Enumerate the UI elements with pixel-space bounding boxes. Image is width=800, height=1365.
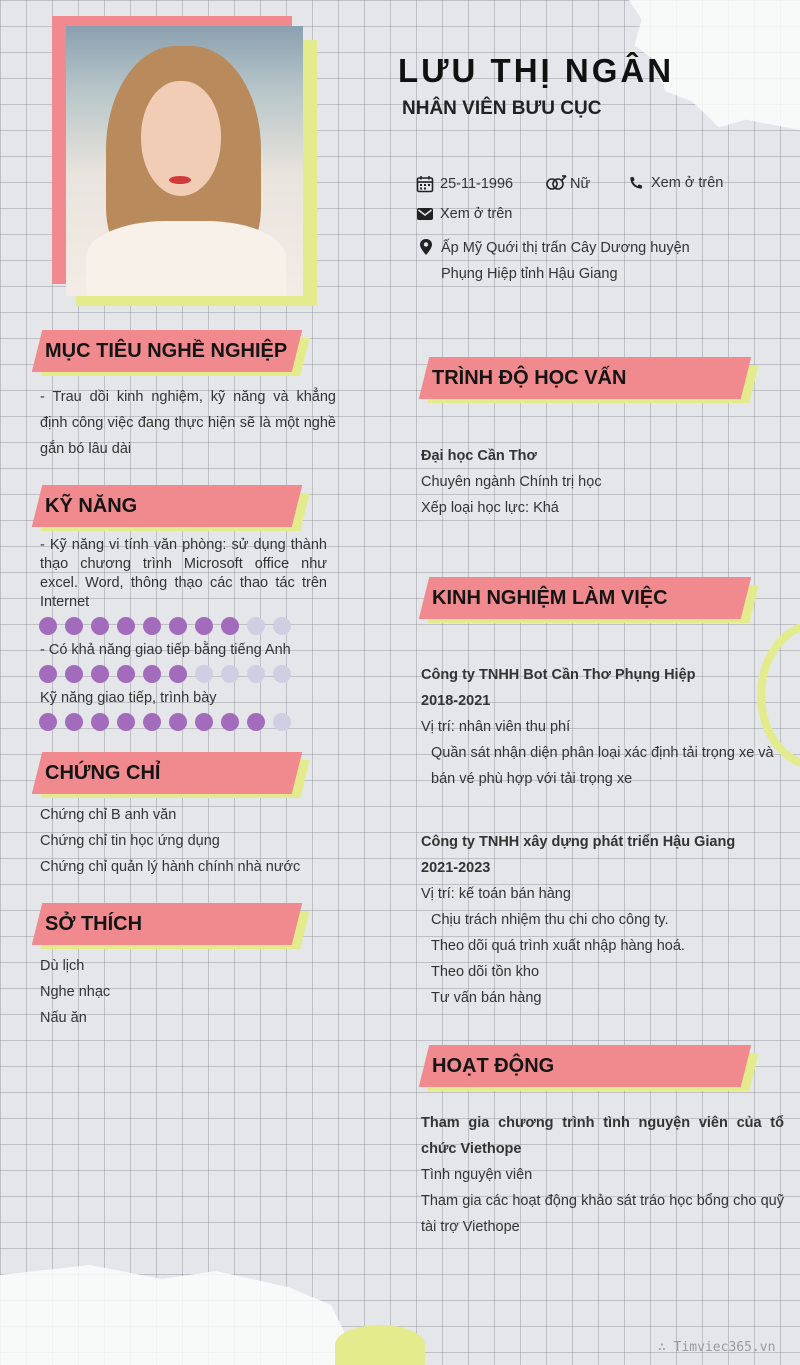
- skill-dot-empty: [247, 665, 265, 683]
- school-name: Đại học Cần Thơ: [421, 448, 537, 464]
- experience-heading: KINH NGHIỆM LÀM VIỆC: [424, 577, 746, 619]
- skill-dot-filled: [221, 617, 239, 635]
- map-pin-icon: [418, 238, 434, 256]
- skill-dot-filled: [195, 713, 213, 731]
- decor-blob: [335, 1325, 425, 1365]
- certificates-heading: CHỨNG CHỈ: [37, 752, 297, 794]
- hobbies-list: [40, 953, 110, 1031]
- objective-text: - Trau dồi kinh nghiệm, kỹ năng và khẳng định công việc đang thực hiện sẽ là một nghề gắn bó lâu dài: [40, 389, 336, 457]
- skill-dot-filled: [117, 713, 135, 731]
- email-row: Xem ở trên: [416, 205, 512, 223]
- skill-dot-empty: [273, 665, 291, 683]
- watermark: ∴ Timviec365.vn: [658, 1340, 776, 1355]
- skill-dot-empty: [221, 665, 239, 683]
- skill-dot-filled: [143, 713, 161, 731]
- skill-dot-filled: [143, 665, 161, 683]
- activities-heading: HOẠT ĐỘNG: [424, 1045, 746, 1087]
- certificates-list: [40, 802, 300, 880]
- skill-dot-filled: [39, 665, 57, 683]
- hobby-item: Nghe nhạc: [40, 984, 111, 1000]
- company-name: Công ty TNHH xây dựng phát triển Hậu Giang: [421, 834, 736, 850]
- skill-rating-2: [39, 665, 291, 683]
- job-task: Tư vấn bán hàng: [431, 990, 542, 1006]
- gender-icon: [545, 175, 567, 193]
- skill-dot-empty: [273, 713, 291, 731]
- experience-job-2: [421, 829, 786, 1011]
- watermark-glyph: ∴: [658, 1340, 674, 1355]
- skill-text-3: Kỹ năng giao tiếp, trình bày: [40, 690, 217, 706]
- skill-dot-filled: [247, 713, 265, 731]
- skill-dot-filled: [65, 665, 83, 683]
- activity-role: Tình nguyện viên: [421, 1167, 533, 1183]
- experience-job-1: [421, 662, 786, 792]
- skill-rating-1: [39, 617, 291, 635]
- skill-dot-empty: [195, 665, 213, 683]
- skill-dot-filled: [169, 617, 187, 635]
- job-position: Vị trí: kế toán bán hàng: [421, 886, 571, 902]
- job-task: bán vé phù hợp với tải trọng xe: [431, 771, 633, 787]
- education-heading: TRÌNH ĐỘ HỌC VẤN: [424, 357, 746, 399]
- mail-icon: [416, 205, 434, 223]
- activity-name: Tham gia chương trình tình nguyện viên của tổ chức Viethope: [421, 1115, 784, 1157]
- skill-dot-filled: [169, 713, 187, 731]
- hobby-item: Nấu ăn: [40, 1010, 87, 1026]
- skill-text-1: - Kỹ năng vi tính văn phòng: sử dụng thành thạo chương trình Microsoft office như excel. Word, thông thạo các thao tác trên Internet: [40, 537, 327, 610]
- phone-icon: [628, 176, 643, 191]
- skill-text-2: - Có khả năng giao tiếp bằng tiếng Anh: [40, 642, 291, 658]
- job-task: Theo dõi tồn kho: [431, 964, 540, 980]
- skill-dot-filled: [91, 713, 109, 731]
- hobbies-heading: SỞ THÍCH: [37, 903, 297, 945]
- gender-row: Nữ: [545, 175, 590, 193]
- job-title: NHÂN VIÊN BƯU CỤC: [402, 98, 602, 119]
- objective-heading: MỤC TIÊU NGHỀ NGHIỆP: [37, 330, 297, 372]
- skill-dot-filled: [91, 617, 109, 635]
- company-name: Công ty TNHH Bot Cần Thơ Phụng Hiệp: [421, 667, 696, 683]
- skill-rating-3: [39, 713, 291, 731]
- skill-dot-filled: [65, 713, 83, 731]
- grade: Xếp loại học lực: Khá: [421, 500, 559, 516]
- activities-block: [421, 1110, 784, 1240]
- job-period: 2021-2023: [421, 860, 491, 876]
- skill-dot-filled: [221, 713, 239, 731]
- hobby-item: Dù lịch: [40, 958, 85, 974]
- skills-heading: KỸ NĂNG: [37, 485, 297, 527]
- skill-dot-filled: [117, 665, 135, 683]
- job-task: Quần sát nhận diện phân loại xác định tải trọng xe và: [431, 745, 774, 761]
- skill-dot-filled: [143, 617, 161, 635]
- activity-desc: Tham gia các hoạt động khảo sát tráo học bổng cho quỹ tài trợ Viethope: [421, 1193, 784, 1235]
- job-position: Vị trí: nhân viên thu phí: [421, 719, 571, 735]
- job-task: Chịu trách nhiệm thu chi cho công ty.: [431, 912, 669, 928]
- skill-dot-filled: [195, 617, 213, 635]
- skill-dot-filled: [39, 617, 57, 635]
- skill-dot-filled: [117, 617, 135, 635]
- skill-dot-filled: [39, 713, 57, 731]
- profile-photo-frame: [52, 16, 317, 306]
- birthday-row: 25-11-1996: [416, 175, 513, 193]
- address-row: Ấp Mỹ Quới thị trấn Cây Dương huyện Phụng Hiệp tỉnh Hậu Giang: [418, 235, 690, 287]
- candidate-name: LƯU THỊ NGÂN: [398, 52, 675, 89]
- calendar-icon: [416, 175, 434, 193]
- phone-row: Xem ở trên: [628, 175, 723, 191]
- job-task: Theo dõi quá trình xuất nhập hàng hoá.: [431, 938, 685, 954]
- skill-dot-filled: [65, 617, 83, 635]
- skill-dot-filled: [169, 665, 187, 683]
- certificate-item: Chứng chỉ quản lý hành chính nhà nước: [40, 859, 301, 875]
- job-period: 2018-2021: [421, 693, 491, 709]
- skill-dot-empty: [273, 617, 291, 635]
- certificate-item: Chứng chỉ tin học ứng dụng: [40, 833, 220, 849]
- avatar: [66, 26, 303, 296]
- major: Chuyên ngành Chính trị học: [421, 474, 602, 490]
- education-block: [421, 443, 602, 521]
- skill-dot-filled: [91, 665, 109, 683]
- paper-tear-bottom: [0, 1265, 360, 1365]
- certificate-item: Chứng chỉ B anh văn: [40, 807, 177, 823]
- skill-dot-empty: [247, 617, 265, 635]
